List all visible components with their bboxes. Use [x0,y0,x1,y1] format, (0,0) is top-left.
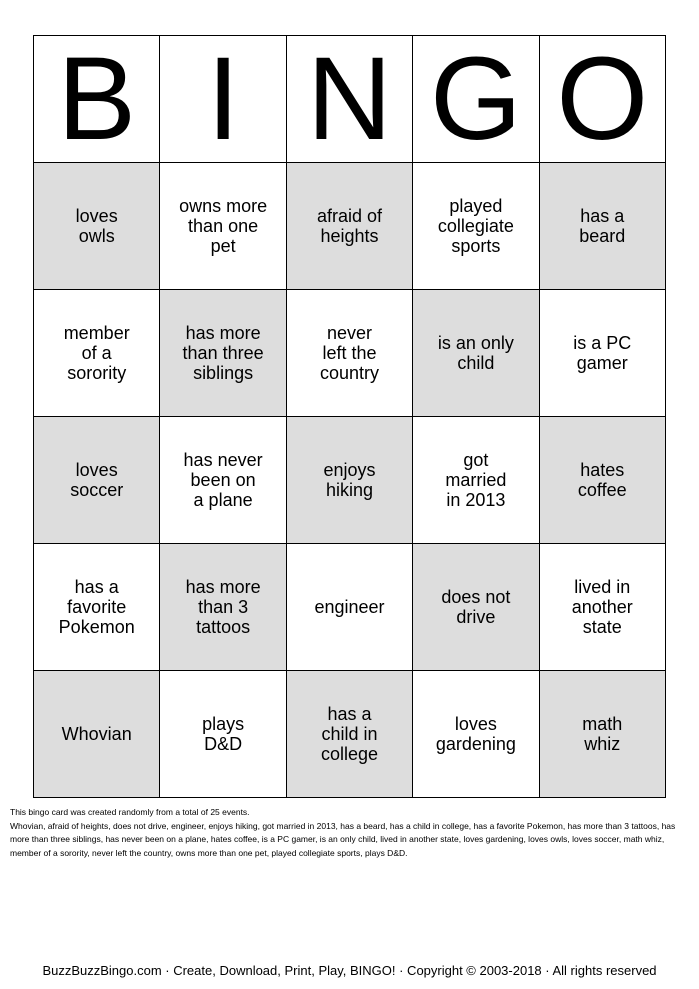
bingo-cell: got married in 2013 [413,417,539,544]
bingo-card [33,35,666,798]
copyright-footer: BuzzBuzzBingo.com · Create, Download, Print, Play, BINGO! · Copyright © 2003-2018 · All rights reserved [42,963,657,978]
bingo-cell: math whiz [539,671,665,798]
bingo-cell: has a favorite Pokemon [34,544,160,671]
bingo-cell: loves soccer [34,417,160,544]
bingo-cell: does not drive [413,544,539,671]
bingo-cell: owns more than one pet [160,163,286,290]
bingo-cell: afraid of heights [286,163,412,290]
bingo-header-row [34,36,666,163]
bingo-cell: lived in another state [539,544,665,671]
bingo-row [34,417,666,544]
bingo-cell: is an only child [413,290,539,417]
description-event-list: Whovian, afraid of heights, does not drive, engineer, enjoys hiking, got married in 2013, has a beard, has a child in college, has a favorite Pokemon, has more than 3 tattoos, has more than three siblings, has never been on a plane, hates coffee, is a PC gamer, is an only child, lived in another state, loves gardening, loves owls, loves soccer, math whiz, member of a sorority, never left the country, owns more than one pet, played collegiate sports, plays D&D. [10,820,676,858]
card-description [10,806,690,860]
bingo-cell: Whovian [34,671,160,798]
header-letter-i: I [160,36,286,163]
bingo-row [34,544,666,671]
bingo-cell: has more than three siblings [160,290,286,417]
bingo-cell: has a child in college [286,671,412,798]
bingo-row [34,163,666,290]
bingo-cell: is a PC gamer [539,290,665,417]
bingo-cell: played collegiate sports [413,163,539,290]
header-letter-o: O [539,36,665,163]
bingo-cell: has never been on a plane [160,417,286,544]
bingo-cell: has a beard [539,163,665,290]
bingo-cell: hates coffee [539,417,665,544]
bingo-cell: enjoys hiking [286,417,412,544]
header-letter-n: N [286,36,412,163]
bingo-cell: plays D&D [160,671,286,798]
bingo-row [34,671,666,798]
bingo-cell: never left the country [286,290,412,417]
bingo-cell: engineer [286,544,412,671]
description-intro: This bingo card was created randomly from a total of 25 events. [10,807,250,817]
bingo-cell: member of a sorority [34,290,160,417]
bingo-cell: loves owls [34,163,160,290]
bingo-cell: has more than 3 tattoos [160,544,286,671]
header-letter-b: B [34,36,160,163]
bingo-cell: loves gardening [413,671,539,798]
bingo-row [34,290,666,417]
header-letter-g: G [413,36,539,163]
